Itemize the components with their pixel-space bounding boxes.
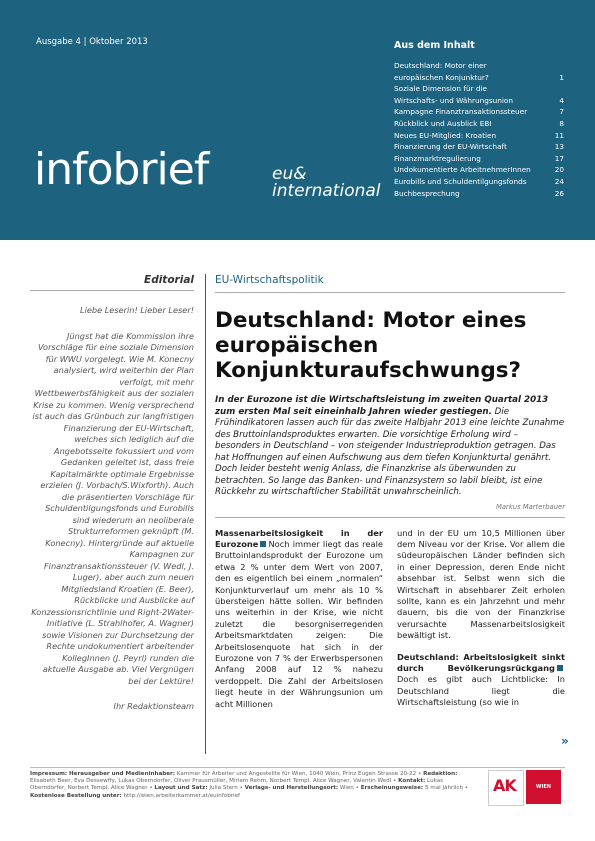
ak-logo-text: AK bbox=[493, 776, 516, 795]
editorial-signature: Ihr Redaktionsteam bbox=[113, 701, 194, 711]
issue-label: Ausgabe 4 | Oktober 2013 bbox=[36, 37, 148, 47]
toc-item-title: Eurobills und Schuldentilgungsfonds bbox=[394, 176, 527, 186]
toc-item[interactable] bbox=[394, 164, 564, 176]
toc-item-page: 1 bbox=[559, 72, 564, 82]
toc-item[interactable] bbox=[394, 130, 564, 142]
article-column-left bbox=[215, 528, 383, 721]
toc-item-page: 17 bbox=[554, 153, 564, 163]
ak-logo bbox=[488, 770, 524, 806]
square-bullet-icon bbox=[260, 541, 266, 547]
toc-title: Aus dem Inhalt bbox=[394, 40, 475, 51]
toc-item-title: Undokumentierte ArbeitnehmerInnen bbox=[394, 165, 531, 175]
toc-item-title: Rückblick und Ausblick EBI bbox=[394, 118, 492, 128]
toc-item-page: 13 bbox=[554, 142, 564, 152]
paragraph-1: Noch immer liegt das reale Bruttoinlandsprodukt der Eurozone um etwa 2 % unter dem Wert von 2007, den es eigentlich bei einem „normalen“ Konjunkturverlauf um mehr als 10 % übersteigen hätte sollen. Wir befinden uns weiterhin in der Krise, wie nicht zuletzt die besorgniserregenden Arbeitsmarktdaten zeigen: Die Arbeitslosenquote hat sich in der Eurozone von 7 % der Erwerbspersonen Anfang 2008 auf 12 % nahezu verdoppelt. Die Zahl der Arbeitslosen liegt heute in der Währungsunion um acht Millionen bbox=[215, 538, 383, 709]
wien-logo-text: WIEN bbox=[536, 784, 551, 790]
imprint-divider bbox=[30, 767, 565, 768]
subhead-massenarbeitslosigkeit: Massenarbeitslosigkeit in der Eurozone bbox=[215, 527, 383, 549]
imprint-order-link[interactable]: http://wien.arbeiterkammer.at/euinfobrief bbox=[123, 792, 241, 799]
imprint-contact: Lukas Oberndorfer, Norbert Templ, Alice Wagner bbox=[30, 778, 444, 792]
imprint-place-label: Verlags- und Herstellungsort: bbox=[244, 785, 339, 792]
article-headline: Deutschland: Motor eines europäischen Konjunkturaufschwungs? bbox=[215, 308, 527, 383]
column-divider bbox=[205, 274, 206, 754]
toc-item[interactable] bbox=[394, 118, 564, 130]
imprint-place: Wien bbox=[339, 785, 354, 792]
square-bullet-icon bbox=[557, 665, 563, 671]
toc-item[interactable] bbox=[394, 188, 564, 200]
toc-item-title: Deutschland: Motor einer europäischen Konjunktur? bbox=[394, 61, 489, 82]
imprint-publisher-label: Herausgeber und Medieninhaber: bbox=[68, 771, 176, 777]
article-columns bbox=[215, 528, 565, 721]
subhead-deutschland: Deutschland: Arbeitslosigkeit sinkt durch Bevölkerungsrückgang bbox=[397, 651, 565, 673]
imprint-order-label: Kostenlose Bestellung unter: bbox=[30, 792, 122, 799]
imprint-frequency: 5 mal jährlich bbox=[424, 785, 464, 792]
imprint-label: Impressum: bbox=[30, 771, 68, 777]
header-banner bbox=[0, 0, 595, 240]
toc-item-page: 8 bbox=[559, 118, 564, 128]
logo-infobrief: infobrief bbox=[34, 144, 209, 195]
article-lead bbox=[215, 395, 565, 499]
imprint-frequency-label: Erscheinungsweise: bbox=[360, 785, 424, 792]
logo-subtitle bbox=[272, 166, 381, 200]
toc-item-page: 4 bbox=[559, 95, 564, 105]
toc-item-title: Neues EU-Mitglied: Kroatien bbox=[394, 130, 497, 140]
continue-arrow-icon[interactable]: » bbox=[561, 734, 569, 748]
paragraph-2: und in der EU um 10,5 Millionen über dem Niveau vor der Krise. Vor allem die südeuropäischen Länder befinden sich in einer Depression, deren Ende nicht absehbar ist. Selbst wenn sich die Wirtschaft in absehbarer Zeit erholen sollte, kann es ein Jahrzehnt und mehr dauern, bis die von der Finanzkrise verursachte Massenarbeitslosigkeit bewältigt ist. bbox=[397, 527, 565, 641]
editorial-title: Editorial bbox=[30, 274, 194, 291]
imprint-contact-label: Kontakt: bbox=[398, 778, 426, 785]
table-of-contents bbox=[394, 60, 564, 199]
lead-rest: Die Frühindikatoren lassen auch für das zweite Halbjahr 2013 eine leichte Zunahme des Bruttoinlandsproduktes erwarten. Die vorsichtige Erholung wird – besonders in Deutschland – von steigender Industrieproduktion getragen. Das hat Hoffnungen auf einen Aufschwung aus dem tiefen Konjunkturtal genährt. Doch leider besteht wenig Anlass, die Finanzkrise als überwunden zu betrachten. So lange das Banken- und Finanzsystem so labil bleibt, ist eine Rückkehr zu wirtschaftlicher Stabilität unwahrscheinlich. bbox=[215, 406, 565, 497]
toc-item[interactable] bbox=[394, 141, 564, 153]
editorial-sidebar bbox=[30, 274, 194, 727]
toc-item-page: 26 bbox=[554, 188, 564, 198]
logo-subtitle-line1: eu& bbox=[272, 164, 307, 184]
toc-item-title: Buchbesprechung bbox=[394, 188, 460, 198]
toc-item-page: 11 bbox=[554, 130, 564, 140]
toc-item-page: 7 bbox=[559, 107, 564, 117]
lead-bold: In der Eurozone ist die Wirtschaftsleistung im zweiten Quartal 2013 zum ersten Mal seit eineinhalb Jahren wieder gestiegen. bbox=[215, 395, 549, 417]
toc-item-page: 20 bbox=[554, 165, 564, 175]
imprint-publisher: Kammer für Arbeiter und Angestellte für Wien, 1040 Wien, Prinz Eugen Strasse 20-22 bbox=[176, 771, 417, 777]
imprint-editors: Elisabeth Beer, Eva Dessewffy, Lukas Oberndorfer, Oliver Prausmüller, Miriam Rehm, Norbert Templ, Alice Wagner, Valentin Wedl bbox=[30, 778, 392, 785]
toc-item[interactable] bbox=[394, 106, 564, 118]
article-column-right bbox=[397, 528, 565, 721]
article bbox=[215, 274, 565, 720]
toc-item[interactable] bbox=[394, 153, 564, 165]
toc-item-page: 24 bbox=[554, 176, 564, 186]
imprint-layout-label: Layout und Satz: bbox=[154, 785, 208, 792]
toc-item[interactable] bbox=[394, 60, 564, 83]
editorial-body: Jüngst hat die Kommission ihre Vorschläge für eine soziale Dimension für WWU vorgelegt. Wie M. Konecny analysiert, wird weiterhin der Plan verfolgt, mit mehr Wettbewerbsfähigkeit aus der sozialen Krise zu kommen. Wenig versprechend ist auch das Grünbuch zur langfristigen Finanzierung der EU-Wirtschaft, welches sich lediglich auf die Angebotsseite fokussiert und vom Gedanken geleitet ist, dass freie Kapitalmärkte optimale Ergebnisse erzielen (J. Vorbach/S.Wixforth). Auch die präsentierten Vorschläge für Schuldentilgungsfonds und Eurobills sind wiederum an neoliberale Strukturreformen geknüpft (M. Konecny). Hintergründe auf aktuelle Kampagnen zur Finanztransaktionssteuer (V. Wedl, J. Luger), aber auch zum neuen Mitgliedsland Kroatien (E. Beer), Rückblicke und Ausblicke auf Konzessionsrichtlinie und Right-2Water-Initiative (L. Strahlhofer, A. Wagner) sowie Visionen zur Durchsetzung der Rechte undokumentiert arbeitender KollegInnen (J. Peyrl) runden die aktuelle Ausgabe ab. Viel Vergnügen bei der Lektüre! bbox=[31, 330, 194, 686]
toc-item[interactable] bbox=[394, 176, 564, 188]
section-label: EU-Wirtschaftspolitik bbox=[215, 274, 565, 293]
toc-item-title: Finanzmarktregulierung bbox=[394, 153, 481, 163]
imprint-editors-label: Redaktion: bbox=[423, 771, 458, 777]
wien-logo bbox=[526, 770, 561, 804]
paragraph-3: Doch es gibt auch Lichtblicke: In Deutschland liegt die Wirtschaftsleistung (so wie in bbox=[397, 674, 565, 708]
toc-item-title: Finanzierung der EU-Wirtschaft bbox=[394, 142, 507, 152]
imprint-layout: Julia Stern bbox=[209, 785, 238, 792]
toc-item-title: Soziale Dimension für die Wirtschafts- und Währungsunion bbox=[394, 84, 514, 105]
imprint: Impressum: Herausgeber und Medieninhaber: Kammer für Arbeiter und Angestellte für Wien, 1040 Wien, Prinz Eugen Strasse 20-22 • Redaktion: Elisabeth Beer, Eva Dessewffy, Lukas Oberndorfer, Oliver Prausmüller, Miriam Rehm, Norbert Templ, Alice Wagner, Valentin Wedl • Kontakt: Lukas Oberndorfer, Norbert Templ, Alice Wagner • Layout und Satz: Julia Stern • Verlags- und Herstellungsort: Wien • Erscheinungsweise: 5 mal jährlich • Kostenlose Bestellung unter: http://wien.arbeiterkammer.at/euinfobrief bbox=[30, 771, 469, 799]
logo-subtitle-line2: international bbox=[272, 181, 381, 201]
toc-item[interactable] bbox=[394, 83, 564, 106]
article-author: Markus Marterbauer bbox=[215, 503, 565, 518]
editorial-greeting: Liebe Leserin! Lieber Leser! bbox=[80, 305, 194, 315]
toc-item-title: Kampagne Finanztransaktionssteuer bbox=[394, 107, 528, 117]
